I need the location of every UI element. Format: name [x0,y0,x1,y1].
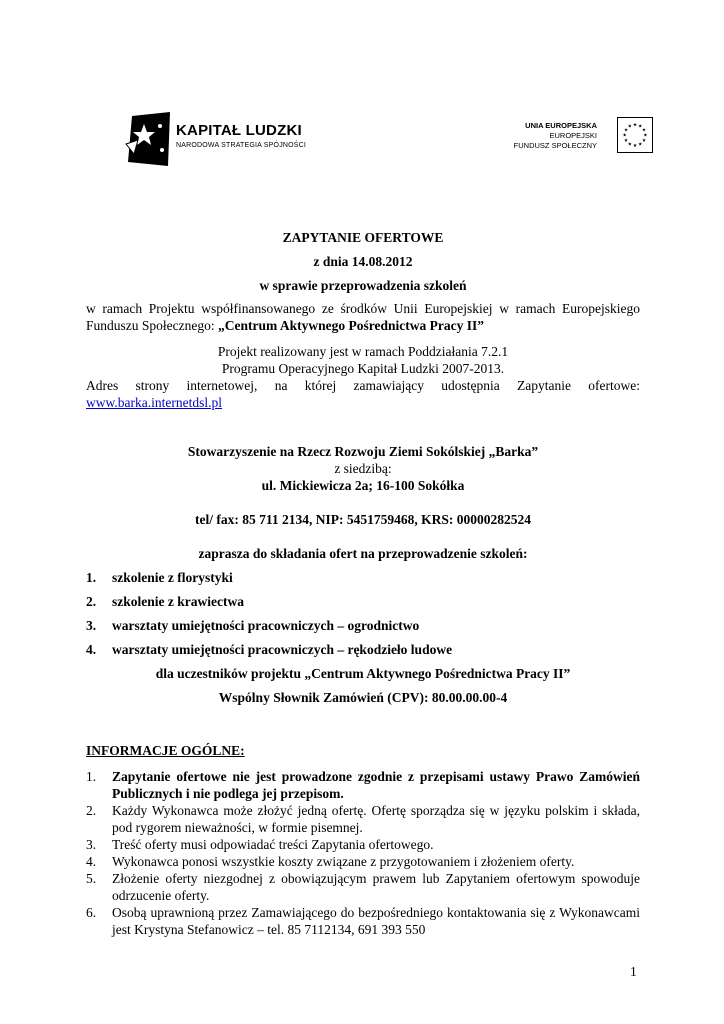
eu-star-icon [624,128,628,131]
training-item-number: 4. [86,642,97,657]
eu-star-icon [633,144,637,147]
general-info-number: 6. [86,905,97,920]
general-info-heading: INFORMACJE OGÓLNE: [86,743,245,758]
website-text: Adres strony internetowej, na której zamawiający udostępnia Zapytanie ofertowe: [86,378,640,393]
eu-logo [505,117,655,155]
eu-logo-text [514,121,597,151]
eu-line-2: EUROPEJSKI [549,131,597,140]
kapital-ludzki-emblem-icon [124,110,174,170]
project-name: „Centrum Aktywnego Pośrednictwa Pracy II” [217,318,484,333]
kapital-ludzki-title: KAPITAŁ LUDZKI [176,122,302,139]
website-line [86,394,640,411]
general-info-text: Zapytanie ofertowe nie jest prowadzone zgodnie z przepisami ustawy Prawo Zamówień Publicznych i nie podlega jej przepisom. [112,769,640,801]
training-item-text: szkolenie z krawiectwa [112,594,244,609]
invitation-text: zaprasza do składania ofert na przeprowadzenie szkoleń: [198,546,528,561]
general-info-number: 3. [86,837,97,852]
participants-text: dla uczestników projektu „Centrum Aktywnego Pośrednictwa Pracy II” [155,666,571,681]
organization-contact: tel/ fax: 85 711 2134, NIP: 5451759468, KRS: 00000282524 [195,512,531,527]
project-text: w ramach Projektu współfinansowanego ze środków Unii Europejskiej w ramach Europejskiego Funduszu Społecznego: [86,301,640,333]
training-item-number: 1. [86,570,97,585]
project-paragraph [86,300,640,334]
training-item-text: szkolenie z florystyki [112,570,233,585]
kapital-ludzki-subtitle: NARODOWA STRATEGIA SPÓJNOŚCI [176,142,307,149]
training-item-number: 2. [86,594,97,609]
general-info-item [86,904,640,938]
general-info-item [86,836,640,853]
general-info-text: Treść oferty musi odpowiadać treści Zapytania ofertowego. [112,837,434,852]
general-info-number: 2. [86,803,97,818]
document-date: z dnia 14.08.2012 [313,254,413,269]
eu-star-icon [638,124,642,127]
general-info-text: Każdy Wykonawca może złożyć jedną ofertę. Ofertę sporządza się w języku polskim i składa, pod rygorem nieważności, w formie pisemnej. [112,803,640,835]
general-info-item [86,853,640,870]
eu-star-icon [633,123,637,126]
organization-address: ul. Mickiewicza 2a; 16-100 Sokółka [261,478,465,493]
eu-star-icon [638,142,642,145]
general-info-item [86,768,640,802]
general-info-text: Złożenie oferty niezgodnej z obowiązującym prawem lub Zapytaniem ofertowym spowoduje odrzucenie oferty. [112,871,640,903]
eu-flag-icon [617,117,653,153]
general-info-number: 5. [86,871,97,886]
general-info-text: Wykonawca ponosi wszystkie koszty związane z przygotowaniem i złożeniem oferty. [112,854,575,869]
eu-line-3: FUNDUSZ SPOŁECZNY [513,141,597,150]
eu-star-icon [623,133,627,136]
training-item-text: warsztaty umiejętności pracowniczych – ogrodnictwo [112,618,420,633]
organization-name: Stowarzyszenie na Rzecz Rozwoju Ziemi Sokólskiej „Barka” [187,444,539,459]
eu-star-icon [642,128,646,131]
kapital-ludzki-logo [124,110,324,170]
page-number: 1 [630,964,637,979]
general-info-number: 4. [86,854,97,869]
training-item-text: warsztaty umiejętności pracowniczych – rękodzieło ludowe [112,642,453,657]
organization-seat-label: z siedzibą: [334,461,392,476]
subaction-line-1: Projekt realizowany jest w ramach Poddziałania 7.2.1 [217,344,509,359]
eu-star-icon [628,124,632,127]
eu-star-icon [624,138,628,141]
eu-star-icon [644,133,648,136]
cpv-code: Wspólny Słownik Zamówień (CPV): 80.00.00.00-4 [218,690,508,705]
general-info-item [86,870,640,904]
eu-star-icon [628,142,632,145]
document-subject: w sprawie przeprowadzenia szkoleń [259,278,467,293]
general-info-number: 1. [86,769,97,784]
training-item-number: 3. [86,618,97,633]
general-info-item [86,802,640,836]
eu-line-1: UNIA EUROPEJSKA [525,121,597,130]
general-info-text: Osobą uprawnioną przez Zamawiającego do bezpośredniego kontaktowania się z Wykonawcami jest Krystyna Stefanowicz – tel. 85 7112134, 691 393 550 [112,905,640,937]
website-link[interactable]: www.barka.internetdsl.pl [86,395,222,410]
subaction-line-2: Programu Operacyjnego Kapitał Ludzki 2007-2013. [221,361,505,376]
document-title: ZAPYTANIE OFERTOWE [282,230,444,245]
eu-star-icon [642,138,646,141]
